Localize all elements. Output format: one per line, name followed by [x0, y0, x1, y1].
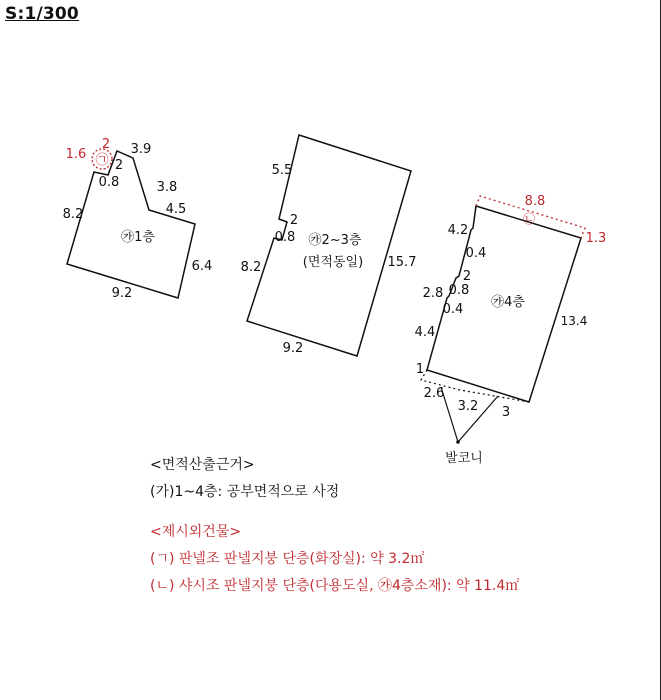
annex-b-symbol: ㉡	[522, 212, 536, 226]
b23-dim-15.7: 15.7	[387, 255, 417, 270]
b4-dim-2.8: 2.8	[422, 286, 444, 301]
outbuilding-item-a: (ㄱ) 판넬조 판넬지붕 단층(화장실): 약 3.2㎡	[150, 551, 425, 567]
building-1f-outline	[67, 151, 195, 298]
b4-dim-3.2: 3.2	[457, 399, 479, 414]
b1-dim-9.2: 9.2	[111, 286, 133, 301]
b4-dim-0.8: 0.8	[448, 283, 470, 298]
b1-dim-6.4: 6.4	[191, 259, 213, 274]
balcony-label: 발코니	[445, 451, 483, 466]
outbuilding-item-b: (ㄴ) 샤시조 판넬지붕 단층(다용도실, ㉮4층소재): 약 11.4㎡	[150, 578, 520, 594]
b4-dim-2.6: 2.6	[423, 386, 445, 401]
b23-sub: (면적동일)	[302, 255, 364, 270]
b23-dim-5.5: 5.5	[271, 163, 293, 178]
b4-dim-0.4b: 0.4	[442, 302, 464, 317]
b4-dim-13.4: 13.4	[560, 314, 588, 328]
b23-dim-8.2: 8.2	[240, 260, 262, 275]
b4-name: ㉮4층	[491, 295, 525, 310]
b1-name: ㉮1층	[121, 230, 155, 245]
building-4f	[415, 194, 607, 466]
scale-label: S:1/300	[5, 4, 79, 24]
b1-dim-3.9: 3.9	[130, 142, 152, 157]
b4-dim-1: 1	[415, 362, 425, 377]
b4-dim-2: 2	[462, 269, 472, 284]
b1-dim-2: 2	[114, 158, 124, 173]
balcony-point	[456, 440, 460, 444]
annex-a-dim-left: 1.6	[65, 147, 87, 162]
b4-dim-0.4a: 0.4	[465, 246, 487, 261]
b4-dim-4.4: 4.4	[414, 325, 436, 340]
b4-dim-4.2: 4.2	[447, 223, 469, 238]
annex-a-dim-top: 2	[101, 137, 111, 152]
area-basis-title: <면적산출근거>	[150, 457, 255, 473]
b23-dim-2: 2	[289, 213, 299, 228]
building-2-3f	[241, 135, 417, 356]
b23-dim-0.8: 0.8	[274, 230, 296, 245]
building-1f	[63, 137, 213, 301]
b23-name: ㉮2~3층	[308, 233, 362, 248]
b1-dim-3.8: 3.8	[156, 180, 178, 195]
annex-a-symbol: ㉠	[95, 153, 109, 168]
b1-dim-8.2: 8.2	[62, 207, 84, 222]
annex-b-dim-1.3: 1.3	[585, 231, 607, 246]
b1-dim-0.8: 0.8	[98, 175, 120, 190]
b23-dim-9.2: 9.2	[282, 341, 304, 356]
b4-dim-3: 3	[501, 405, 511, 420]
b1-dim-4.5: 4.5	[165, 202, 187, 217]
area-basis-text: (가)1~4층: 공부면적으로 사정	[150, 484, 340, 500]
annex-b-dim-8.8: 8.8	[524, 194, 546, 209]
outbuildings-title: <제시외건물>	[150, 524, 242, 540]
